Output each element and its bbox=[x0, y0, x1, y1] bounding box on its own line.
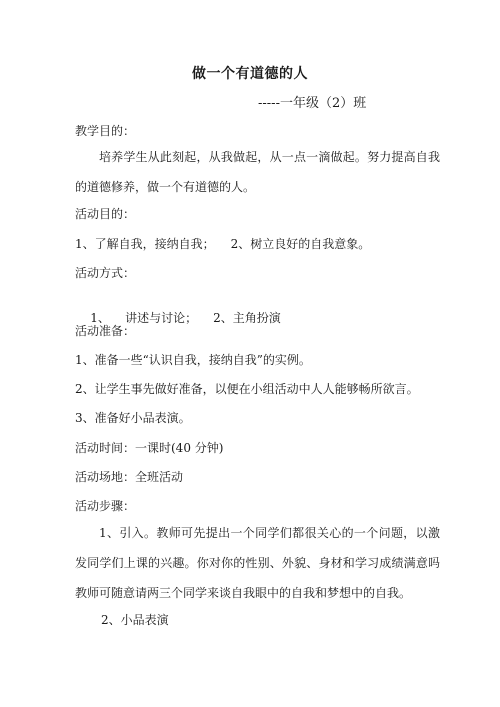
activity-steps-item-1: 1、引入。教师可先提出一个同学们都很关心的一个问题，以激发同学们上课的兴趣。你对你的性别、外貌、身材和学习成绩满意吗教师可随意请两三个同学来谈自我眼中的自我和梦想中的自我。 bbox=[75, 526, 440, 600]
activity-prep-item-2: 2、让学生事先做好准备，以便在小组活动中人人能够畅所欲言。 bbox=[75, 382, 419, 396]
activity-prep-item-1: 1、准备一些“认识自我，接纳自我”的实例。 bbox=[75, 353, 311, 367]
document-title: 做一个有道德的人 bbox=[192, 66, 308, 82]
document-subtitle: -----一年级（2）班 bbox=[258, 96, 367, 111]
activity-method-item-2: 2、主角扮演 bbox=[213, 311, 281, 325]
activity-prep-item-3: 3、准备好小品表演。 bbox=[75, 411, 191, 425]
teaching-goal-text: 培养学生从此刻起，从我做起，从一点一滴做起。努力提高自我的道德修养，做一个有道德的人。 bbox=[75, 150, 440, 194]
activity-goal-items bbox=[75, 236, 370, 252]
activity-steps-item-2: 2、小品表演 bbox=[101, 613, 169, 627]
teaching-goal-heading: 教学目的： bbox=[75, 124, 136, 138]
activity-method-item-1: 1、 讲述与讨论； bbox=[90, 311, 198, 325]
activity-goal-heading: 活动目的： bbox=[75, 207, 136, 221]
activity-prep-heading: 活动准备： bbox=[75, 324, 136, 338]
activity-goal-item-2: 2、树立良好的自我意象。 bbox=[230, 237, 371, 251]
activity-goal-item-1: 1、了解自我，接纳自我； bbox=[75, 237, 215, 251]
activity-venue: 活动场地：全班活动 bbox=[75, 470, 184, 484]
activity-method-heading: 活动方式： bbox=[75, 266, 136, 280]
activity-steps-heading: 活动步骤： bbox=[75, 499, 136, 513]
activity-time: 活动时间：一课时(40 分钟) bbox=[75, 441, 224, 455]
